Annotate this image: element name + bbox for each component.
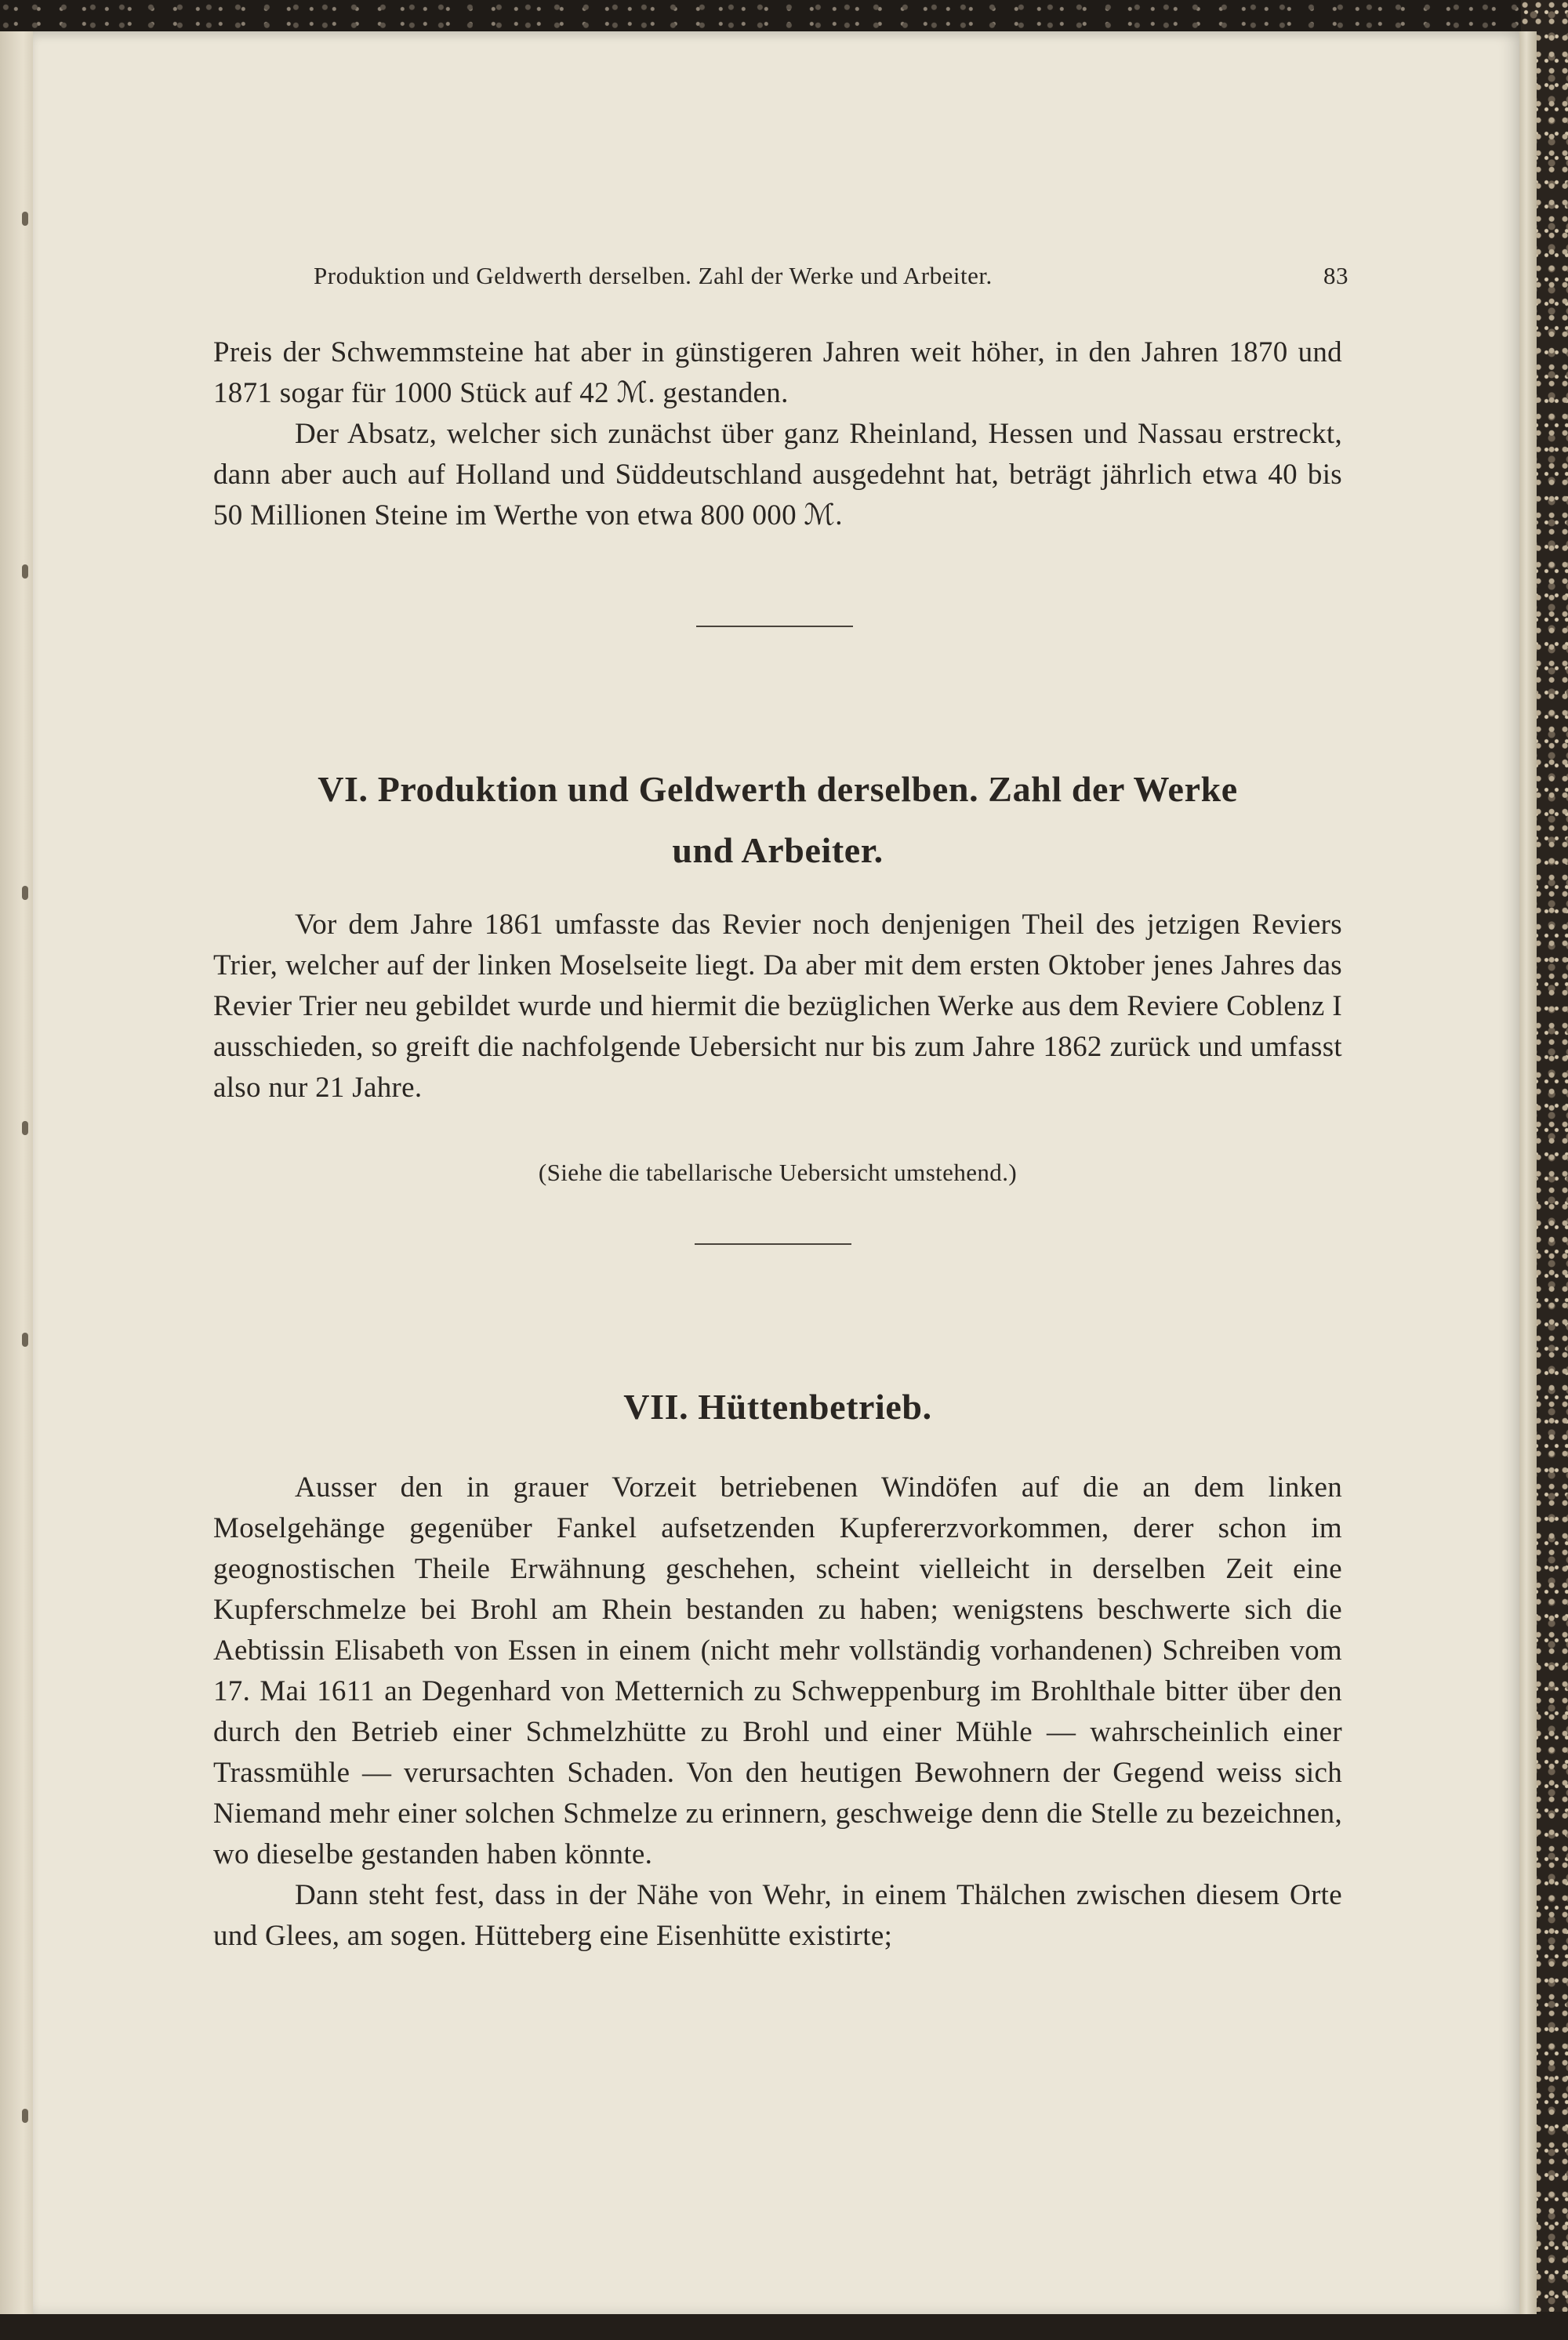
binding-thread-mark [22, 1333, 28, 1347]
paragraph: Preis der Schwemmsteine hat aber in günstigeren Jahren weit höher, in den Jahren 1870 und 1871 sogar für 1000 Stück auf 42 ℳ. gestanden. [213, 336, 1342, 409]
section-divider [695, 1243, 851, 1245]
section-vi-text [213, 905, 1342, 1108]
page-stack-edge [1519, 31, 1537, 2314]
book-cover-bottom [0, 2312, 1568, 2340]
top-text-block [213, 332, 1342, 536]
section-vi-heading-line2: und Arbeiter. [672, 830, 884, 870]
previous-page-edge [0, 31, 34, 2314]
paragraph: Dann steht fest, dass in der Nähe von Wehr, in einem Thälchen zwischen diesem Orte und Glees, am sogen. Hütteberg eine Eisenhütte existirte; [213, 1879, 1342, 1952]
running-header-title: Produktion und Geldwerth derselben. Zahl der Werke und Arbeiter. [314, 262, 993, 289]
binding-thread-mark [22, 2109, 28, 2123]
book-cover-top [0, 0, 1568, 34]
binding-thread-mark [22, 564, 28, 579]
paragraph: Vor dem Jahre 1861 umfasste das Revier noch denjenigen Theil des jetzigen Reviers Trier, welcher auf der linken Moselseite liegt. Da aber mit dem ersten Oktober jenes Jahres das Revier Trier neu gebildet wurde und hiermit die bezüglichen Werke aus dem Reviere Coblenz I ausschieden, so greift die nachfolgende Uebersicht nur bis zum Jahre 1862 zurück und umfasst also nur 21 Jahre. [213, 909, 1342, 1104]
binding-thread-mark [22, 212, 28, 226]
paragraph: Der Absatz, welcher sich zunächst über ganz Rheinland, Hessen und Nassau erstreckt, dann aber auch auf Holland und Süddeutschland ausgedehnt hat, beträgt jährlich etwa 40 bis 50 Millionen Steine im Werthe von etwa 800 000 ℳ. [213, 418, 1342, 531]
section-divider [696, 626, 853, 627]
binding-thread-mark [22, 1121, 28, 1135]
section-vii-text [213, 1467, 1342, 1957]
paragraph: Ausser den in grauer Vorzeit betriebenen Windöfen auf die an dem linken Moselgehänge gegenüber Fankel aufsetzenden Kupfererzvorkommen, derer schon im geognostischen Theile Erwähnung geschehen, scheint vielleicht in derselben Zeit eine Kupferschmelze bei Brohl am Rhein bestanden zu haben; wenigstens beschwerte sich die Aebtissin Elisabeth von Essen in einem (nicht mehr vollständig vorhandenen) Schreiben vom 17. Mai 1611 an Degenhard von Metternich zu Schweppenburg im Brohlthale bitter über den durch den Betrieb einer Schmelzhütte zu Brohl und einer Mühle — wahrscheinlich einer Trassmühle — verursachten Schaden. Von den heutigen Bewohnern der Gegend weiss sich Niemand mehr einer solchen Schmelze zu erinnern, geschweige denn die Stelle zu bezeichnen, wo dieselbe gestanden haben könnte. [213, 1471, 1342, 1870]
binding-thread-mark [22, 886, 28, 900]
section-vii-heading: VII. Hüttenbetrieb. [623, 1387, 932, 1427]
section-vi-heading-line1: VI. Produktion und Geldwerth derselben. Zahl der Werke [318, 769, 1238, 809]
table-reference-note: (Siehe die tabellarische Uebersicht umstehend.) [538, 1159, 1018, 1186]
page-number: 83 [1323, 262, 1348, 289]
section-vi-heading [213, 759, 1342, 881]
